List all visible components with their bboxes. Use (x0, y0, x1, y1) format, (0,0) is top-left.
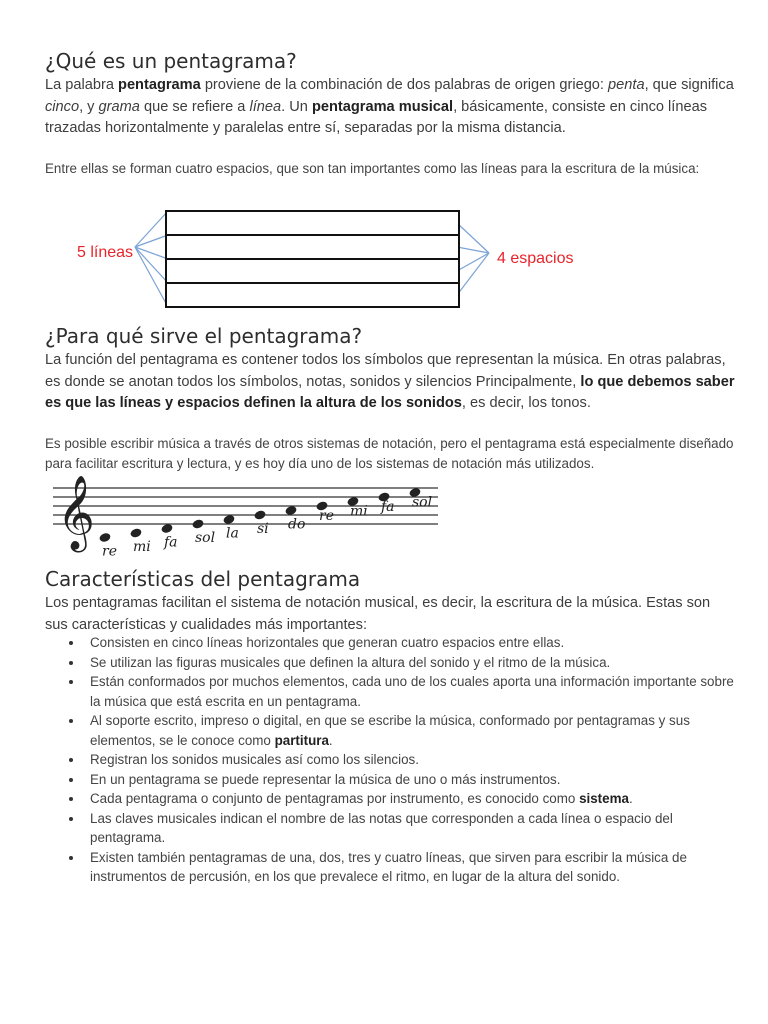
heading-characteristics: Características del pentagrama (45, 567, 361, 591)
note-label: re (102, 543, 117, 560)
note-head (253, 509, 266, 520)
paragraph-definition: La palabra pentagrama proviene de la combinación de dos palabras de origen griego: penta, que significa cinco, y grama que se refiere a línea. Un pentagrama musical, básicamente, consiste en cinco líneas trazadas horizontalmente y paralelas entre sí, separadas por la misma distancia. (45, 77, 734, 136)
heading-what-is-staff: ¿Qué es un pentagrama? (45, 49, 297, 73)
note-label: sol (195, 530, 216, 546)
list-item: Registran los sonidos musicales así como los silencios. (45, 750, 735, 770)
note-label: la (226, 525, 239, 542)
staff-lines-spaces-diagram (75, 205, 615, 313)
note-label: mi (133, 539, 151, 555)
note-label: fa (381, 499, 395, 515)
list-item: Consisten en cinco líneas horizontales que generan cuatro espacios entre ellas. (45, 633, 735, 653)
note-head (129, 527, 142, 538)
note-label: si (257, 521, 269, 537)
paragraph-spaces: Entre ellas se forman cuatro espacios, que son tan importantes como las líneas para la escritura de la música: (45, 161, 700, 176)
note-label: mi (350, 503, 368, 520)
arrow-line (457, 253, 489, 271)
four-spaces-label: 4 espacios (497, 250, 574, 267)
five-lines-label: 5 líneas (77, 244, 134, 261)
note-label: do (288, 516, 306, 533)
list-item: Las claves musicales indican el nombre de las notas que corresponden a cada línea o espacio del pentagrama. (45, 809, 735, 848)
list-item: Cada pentagrama o conjunto de pentagramas por instrumento, es conocido como sistema. (45, 789, 735, 809)
treble-clef-icon: 𝄞 (57, 476, 95, 550)
list-item: Se utilizan las figuras musicales que definen la altura del sonido y el ritmo de la música. (45, 653, 735, 673)
paragraph-function: La función del pentagrama es contener todos los símbolos que representan la música. En otras palabras, es donde se anotan todos los símbolos, notas, sonidos y silencios Principalmente, lo que debemos saber es que las líneas y espacios definen la altura de los sonidos, es decir, los tonos. (45, 352, 735, 411)
list-item: Al soporte escrito, impreso o digital, en que se escribe la música, conformado por pentagramas y sus elementos, se le conoce como partitura. (45, 711, 735, 750)
paragraph-characteristics-intro: Los pentagramas facilitan el sistema de notación musical, es decir, la escritura de la música. Estas son sus características y cualidades más importantes: (45, 595, 711, 633)
heading-purpose: ¿Para qué sirve el pentagrama? (45, 324, 363, 348)
note-label: sol (412, 494, 433, 511)
notes-on-staff-diagram (53, 474, 443, 562)
note-head (98, 532, 111, 543)
note-label: re (319, 508, 334, 524)
list-item: En un pentagrama se puede representar la música de uno o más instrumentos. (45, 770, 735, 790)
left-arrow-lines (135, 211, 168, 307)
note-head (191, 518, 204, 529)
paragraph-notation-systems: Es posible escribir música a través de otros sistemas de notación, pero el pentagrama está especialmente diseñado para facilitar escritura y lectura, y es hoy día uno de los sistemas de notación más utilizados. (45, 436, 734, 471)
characteristics-list (45, 633, 735, 887)
note-labels (102, 495, 432, 560)
list-item: Están conformados por muchos elementos, cada uno de los cuales aporta una información importante sobre la música que está escrita en un pentagrama. (45, 672, 735, 711)
list-item: Existen también pentagramas de una, dos, tres y cuatro líneas, que sirven para escribir la música de instrumentos de percusión, en los que prevalece el ritmo, en lugar de la altura del sonido. (45, 848, 735, 887)
right-arrow-lines (457, 223, 489, 295)
note-label: fa (164, 534, 178, 551)
arrow-line (457, 253, 489, 295)
